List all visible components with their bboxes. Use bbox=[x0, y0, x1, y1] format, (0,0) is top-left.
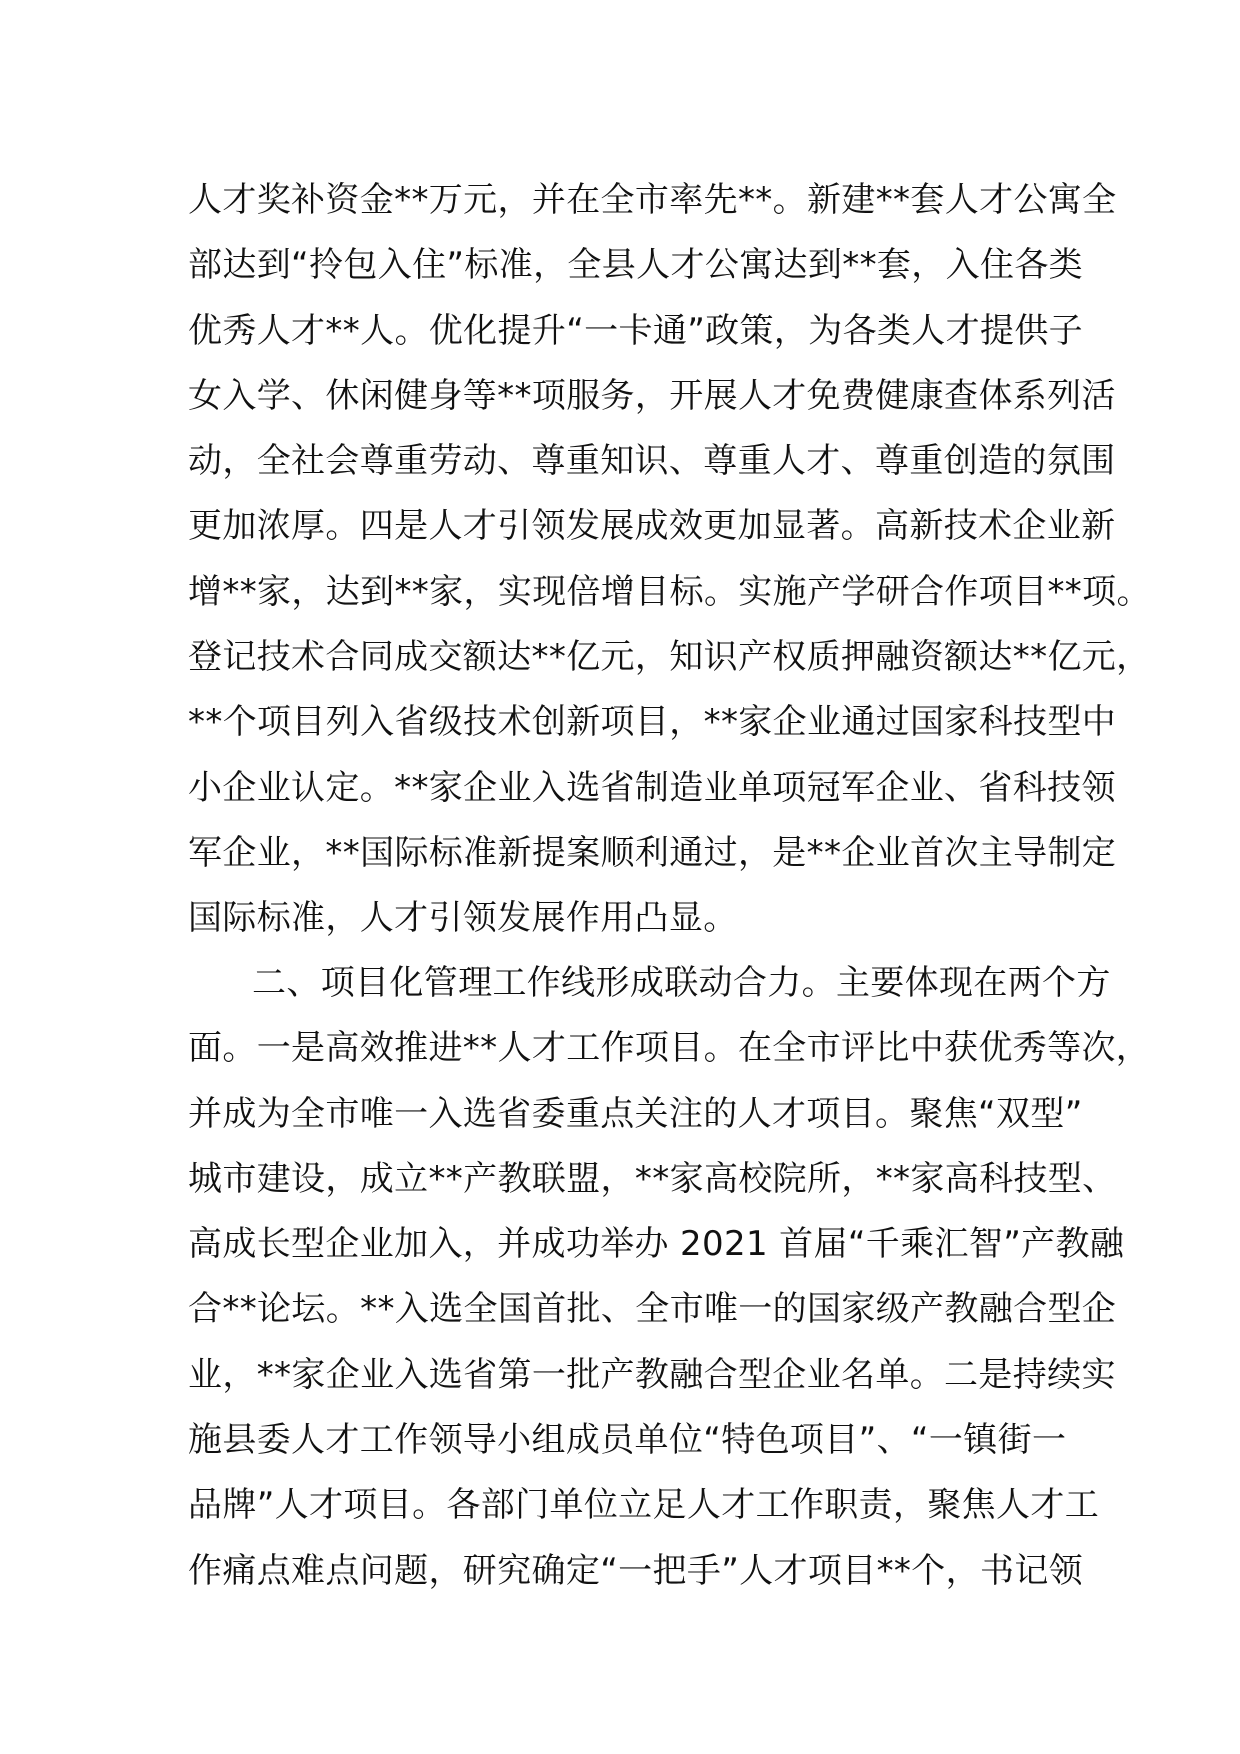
paragraph-1 bbox=[188, 168, 1151, 952]
text-line: 部达到“拎包入住”标准，全县人才公寓达到**套，入住各类 bbox=[188, 245, 1084, 286]
text-line: 优秀人才**人。优化提升“一卡通”政策，为各类人才提供子 bbox=[188, 310, 1084, 351]
text-line: 女入学、休闲健身等**项服务，开展人才免费健康查体系列活 bbox=[188, 375, 1116, 416]
text-line: 更加浓厚。四是人才引领发展成效更加显著。高新技术企业新 bbox=[188, 506, 1116, 547]
text-line: 业，**家企业入选省第一批产教融合型企业名单。二是持续实 bbox=[188, 1354, 1116, 1395]
text-line: 动，全社会尊重劳动、尊重知识、尊重人才、尊重创造的氛围 bbox=[188, 441, 1116, 482]
text-line: 登记技术合同成交额达**亿元，知识产权质押融资额达**亿元， bbox=[188, 637, 1151, 678]
text-line: 城市建设，成立**产教联盟，**家高校院所，**家高科技型、 bbox=[188, 1158, 1117, 1199]
text-line: 面。一是高效推进**人才工作项目。在全市评比中获优秀等次， bbox=[188, 1028, 1151, 1069]
text-line: 合**论坛。**入选全国首批、全市唯一的国家级产教融合型企 bbox=[188, 1289, 1117, 1330]
text-line: 并成为全市唯一入选省委重点关注的人才项目。聚焦“双型” bbox=[188, 1093, 1083, 1134]
text-line: 国际标准，人才引领发展作用凸显。 bbox=[188, 898, 738, 939]
paragraph-2 bbox=[188, 951, 1151, 1604]
text-line: 作痛点难点问题，研究确定“一把手”人才项目**个，书记领 bbox=[188, 1550, 1084, 1591]
text-line: 人才奖补资金**万元，并在全市率先**。新建**套人才公寓全 bbox=[188, 180, 1117, 220]
text-line: 军企业，**国际标准新提案顺利通过，是**企业首次主导制定 bbox=[188, 832, 1117, 873]
text-line: 增**家，达到**家，实现倍增目标。实施产学研合作项目**项。 bbox=[188, 571, 1151, 612]
text-line: 二、项目化管理工作线形成联动合力。主要体现在两个方 bbox=[252, 963, 1111, 1003]
text-line: 品牌”人才项目。各部门单位立足人才工作职责，聚焦人才工 bbox=[188, 1485, 1100, 1526]
text-line: 高成长型企业加入，并成功举办 2021 首届“千乘汇智”产教融 bbox=[188, 1224, 1125, 1265]
text-line: 施县委人才工作领导小组成员单位“特色项目”、“一镇街一 bbox=[188, 1420, 1067, 1461]
text-line: **个项目列入省级技术创新项目，**家企业通过国家科技型中 bbox=[188, 702, 1117, 743]
text-line: 小企业认定。**家企业入选省制造业单项冠军企业、省科技领 bbox=[188, 767, 1116, 808]
